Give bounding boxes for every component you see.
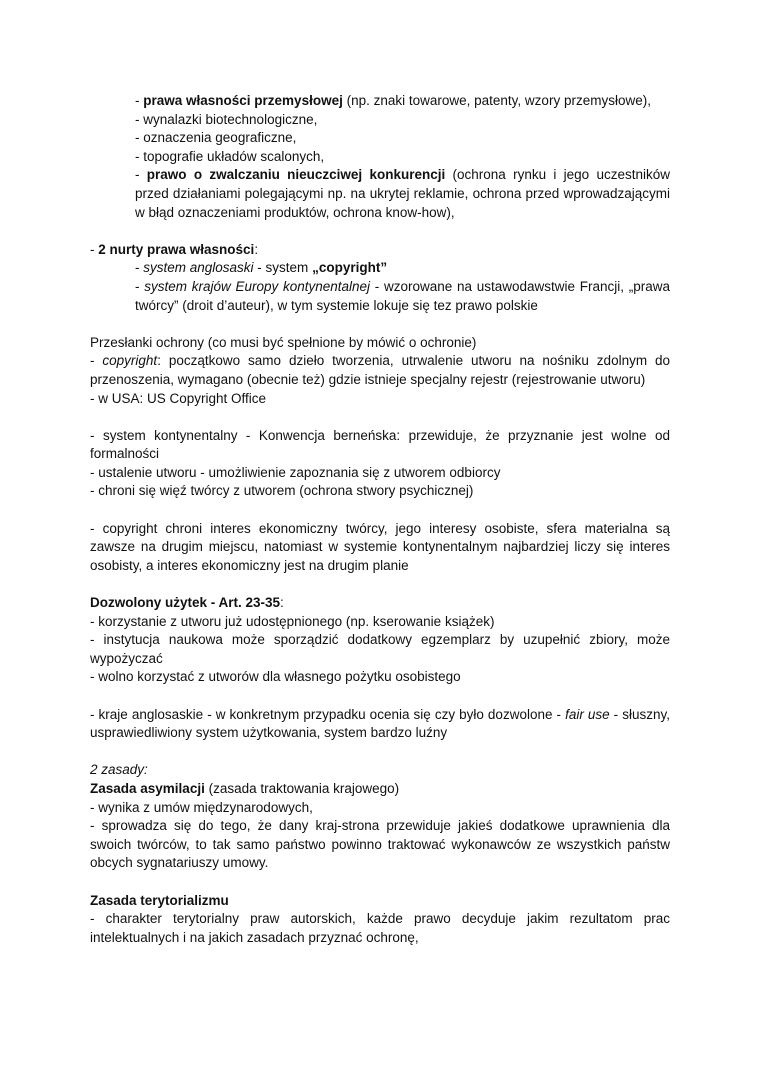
spacer bbox=[90, 315, 670, 334]
spacer bbox=[90, 222, 670, 241]
terytorializm-heading: Zasada terytorializmu bbox=[90, 892, 229, 908]
spacer bbox=[90, 687, 670, 706]
nurty-heading: - 2 nurty prawa własności: bbox=[90, 241, 259, 257]
nurty-item-anglosaski: - system anglosaski - system „copyright” bbox=[135, 260, 388, 276]
zasady-heading: 2 zasady: bbox=[90, 762, 148, 778]
dozwolony-item: - instytucja naukowa może sporządzić dodatkowy egzemplarz by uzupełnić zbiory, może wypożyczać bbox=[90, 632, 670, 666]
spacer bbox=[90, 743, 670, 762]
spacer bbox=[90, 408, 670, 427]
list-item: - prawa własności przemysłowej (np. znaki towarowe, patenty, wzory przemysłowe), bbox=[135, 93, 651, 108]
kontynentalny-item: - system kontynentalny - Konwencja berneńska: przewiduje, że przyznanie jest wolne od formalności bbox=[90, 427, 670, 462]
spacer bbox=[90, 501, 670, 520]
spacer bbox=[90, 873, 670, 892]
anglosaskie-paragraph: - kraje anglosaskie - w konkretnym przypadku ocenia się czy było dozwolone - fair use - słuszny, usprawiedliwiony system użytkowania, system bardzo luźny bbox=[90, 706, 670, 741]
list-item: - prawo o zwalczaniu nieuczciwej konkurencji (ochrona rynku i jego uczestników przed działaniami polegającymi np. na ukrytej reklamie, ochrona przed wprowadzającymi w błąd oznaczeniami produktów, ochrona know-how), bbox=[135, 167, 670, 220]
list-item: - oznaczenia geograficzne, bbox=[135, 130, 297, 146]
kontynentalny-item: - chroni się więź twórcy z utworem (ochrona stwory psychicznej) bbox=[90, 483, 474, 499]
terytorializm-item: - charakter terytorialny praw autorskich, każde prawo decyduje jakim rezultatom prac intelektualnych i na jakich zasadach przyznać ochronę, bbox=[90, 911, 670, 945]
bold-term: prawa własności przemysłowej bbox=[143, 93, 343, 108]
dozwolony-item: - korzystanie z utworu już udostępnionego (np. kserowanie książek) bbox=[90, 613, 495, 629]
przeslanki-copyright: - copyright: początkowo samo dzieło tworzenia, utrwalenie utworu na nośniku zdolnym do przenoszenia, wymagano (obecnie też) gdzie istnieje specjalny rejestr (rejestrowanie utworu) bbox=[90, 353, 670, 387]
asymilacja-item: - wynika z umów międzynarodowych, bbox=[90, 799, 313, 815]
interes-paragraph: - copyright chroni interes ekonomiczny twórcy, jego interesy osobiste, sfera materialna są zawsze na drugim miejscu, natomiast w systemie kontynentalnym najbardziej liczy się interes osobisty, a interes ekonomiczny jest na drugim planie bbox=[90, 520, 670, 573]
przeslanki-usa: - w USA: US Copyright Office bbox=[90, 390, 267, 406]
asymilacja-heading: Zasada asymilacji (zasada traktowania krajowego) bbox=[90, 780, 400, 796]
document-content bbox=[90, 92, 670, 947]
spacer bbox=[90, 575, 670, 594]
list-item: - wynalazki biotechnologiczne, bbox=[135, 111, 318, 127]
kontynentalny-item: - ustalenie utworu - umożliwienie zapoznania się z utworem odbiorcy bbox=[90, 464, 501, 480]
dozwolony-item: - wolno korzystać z utworów dla własnego pożytku osobistego bbox=[90, 669, 461, 685]
bold-term: prawo o zwalczaniu nieuczciwej konkurencji bbox=[146, 167, 446, 183]
dozwolony-heading: Dozwolony użytek - Art. 23-35: bbox=[90, 595, 284, 611]
asymilacja-item: - sprowadza się do tego, że dany kraj-strona przewiduje jakieś dodatkowe uprawnienia dla swoich twórców, to tak samo państwo powinno traktować wykonawców ze wszystkich państw obcych sygnatariuszy umowy. bbox=[90, 818, 670, 871]
list-item: - topografie układów scalonych, bbox=[135, 148, 325, 164]
przeslanki-heading: Przesłanki ochrony (co musi być spełnione by mówić o ochronie) bbox=[90, 334, 477, 350]
nurty-item-kontynentalny: - system krajów Europy kontynentalnej - wzorowane na ustawodawstwie Francji, „prawa twórcy” (droit d’auteur), w tym systemie lokuje się tez prawo polskie bbox=[135, 278, 671, 313]
